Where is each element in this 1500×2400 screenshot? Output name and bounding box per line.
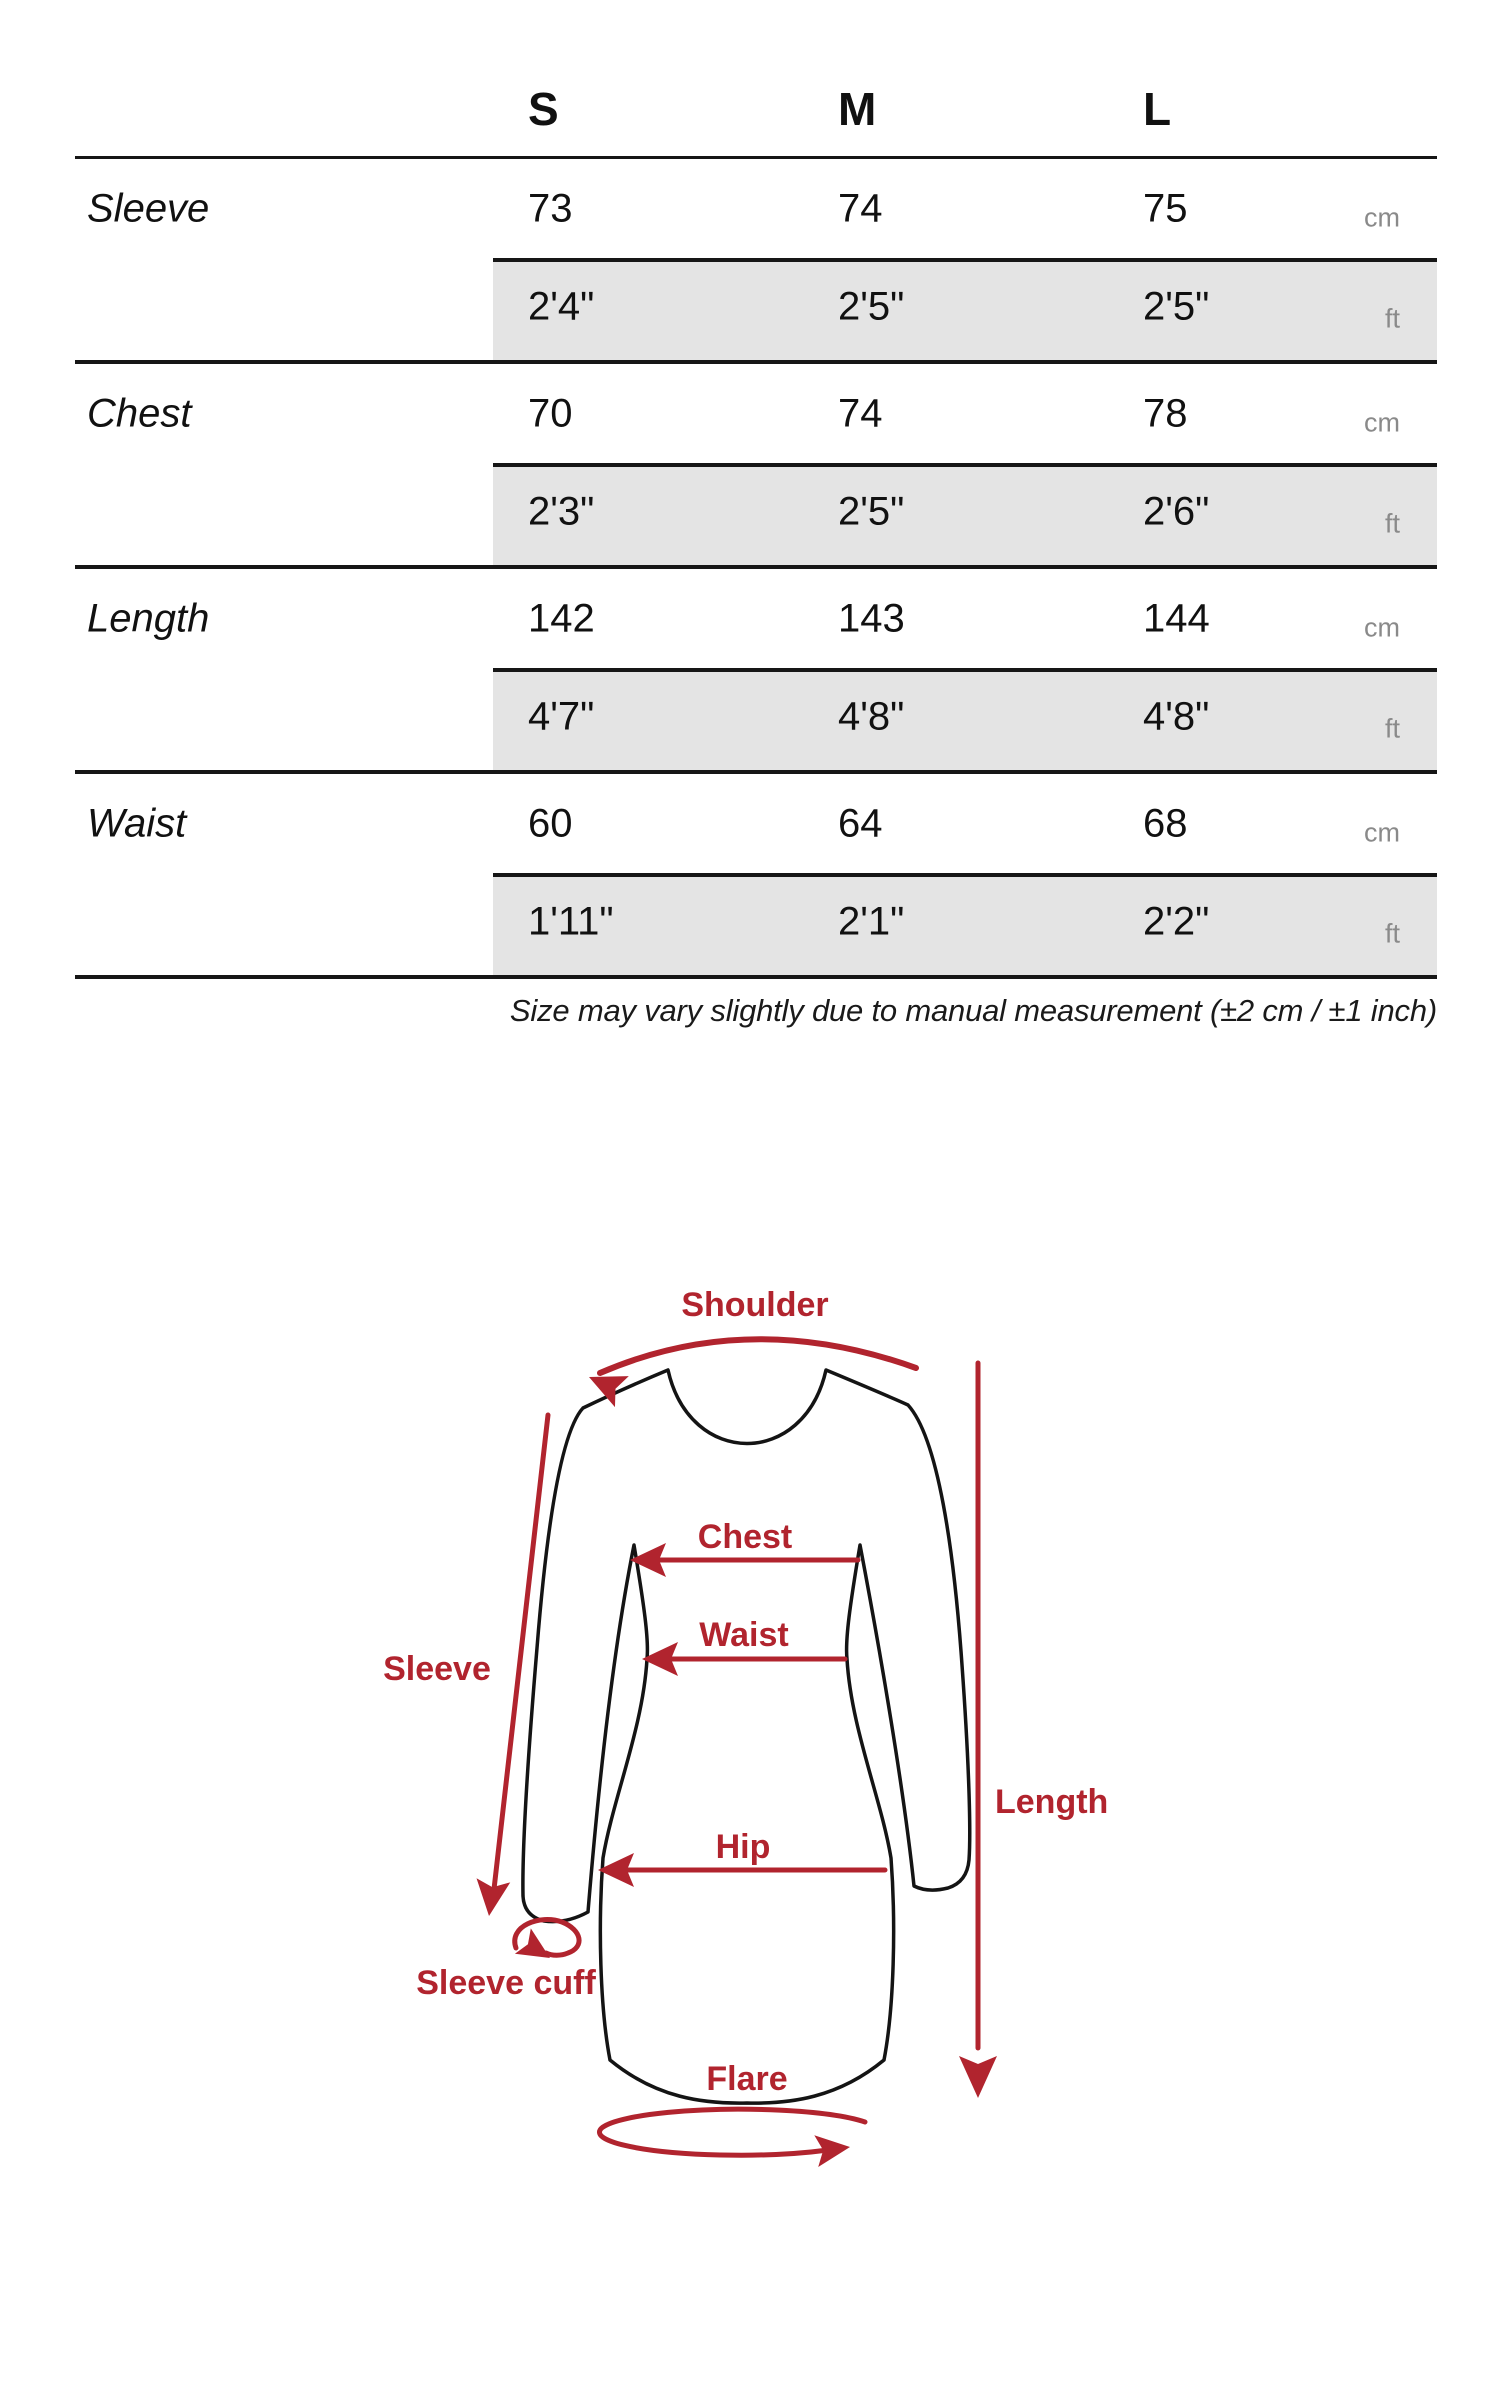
ft-row-band (493, 873, 1437, 975)
shoulder-arrow (600, 1339, 916, 1373)
table-row (75, 364, 1437, 463)
table-row (75, 159, 1437, 258)
cell-ft-l: 2'2" (1143, 899, 1210, 944)
unit-cm: cm (1364, 202, 1400, 233)
shoulder-label: Shoulder (681, 1286, 829, 1324)
table-group-waist (75, 774, 1437, 979)
cell-cm-l: 78 (1143, 391, 1188, 435)
chest-label: Chest (697, 1518, 793, 1556)
cell-ft-m: 2'5" (838, 284, 905, 329)
table-row (75, 258, 1437, 360)
unit-cm: cm (1364, 407, 1400, 438)
hip-label: Hip (715, 1828, 771, 1866)
cell-ft-l: 2'5" (1143, 284, 1210, 329)
cell-ft-s: 2'3" (528, 489, 595, 534)
cell-cm-l: 144 (1143, 596, 1210, 640)
length-arrowhead-icon (959, 2056, 997, 2098)
size-chart-table (75, 60, 1437, 1029)
row-label: Sleeve (87, 186, 210, 230)
table-row (75, 569, 1437, 668)
cell-cm-m: 143 (838, 596, 905, 640)
unit-ft: ft (1384, 713, 1400, 744)
cell-cm-s: 70 (528, 391, 573, 435)
cell-ft-s: 1'11" (528, 899, 614, 944)
cell-ft-l: 4'8" (1143, 694, 1210, 739)
size-header-s: S (528, 83, 559, 135)
cell-cm-s: 142 (528, 596, 595, 640)
ft-row-band (493, 258, 1437, 360)
row-label: Length (87, 596, 210, 640)
cell-ft-m: 4'8" (838, 694, 905, 739)
unit-ft: ft (1384, 303, 1400, 334)
sleeve-arrow (493, 1415, 548, 1898)
unit-ft: ft (1384, 508, 1400, 539)
ft-row-band (493, 463, 1437, 565)
row-label: Chest (87, 391, 192, 435)
size-header-row (75, 60, 1437, 156)
unit-ft: ft (1384, 918, 1400, 949)
ft-row-band (493, 668, 1437, 770)
cell-cm-s: 60 (528, 801, 573, 845)
waist-label: Waist (699, 1616, 789, 1654)
cell-cm-m: 74 (838, 391, 883, 435)
table-group-length (75, 569, 1437, 774)
measurement-disclaimer: Size may vary slightly due to manual measurement (±2 cm / ±1 inch) (509, 993, 1437, 1028)
unit-cm: cm (1364, 817, 1400, 848)
sleeve-cuff-label: Sleeve cuff (416, 1964, 596, 2002)
table-row (75, 873, 1437, 975)
table-row (75, 668, 1437, 770)
group-divider (75, 975, 1437, 979)
length-label: Length (995, 1783, 1109, 1821)
cell-cm-m: 74 (838, 186, 883, 230)
table-row (75, 774, 1437, 873)
cell-ft-s: 2'4" (528, 284, 595, 329)
table-group-sleeve (75, 159, 1437, 364)
sleeve-label: Sleeve (383, 1650, 491, 1688)
cell-ft-m: 2'5" (838, 489, 905, 534)
flare-label: Flare (706, 2060, 788, 2098)
row-label: Waist (87, 801, 187, 845)
cell-cm-l: 68 (1143, 801, 1188, 845)
cell-cm-m: 64 (838, 801, 883, 845)
cell-ft-s: 4'7" (528, 694, 595, 739)
table-row (75, 463, 1437, 565)
dress-measurement-diagram (330, 1280, 1170, 2180)
table-group-chest (75, 364, 1437, 569)
unit-cm: cm (1364, 612, 1400, 643)
size-header-m: M (838, 83, 877, 135)
cell-ft-l: 2'6" (1143, 489, 1210, 534)
cell-ft-m: 2'1" (838, 899, 905, 944)
size-header-l: L (1143, 83, 1172, 135)
cell-cm-l: 75 (1143, 186, 1188, 230)
cell-cm-s: 73 (528, 186, 573, 230)
sleeve-arrowhead-icon (472, 1878, 510, 1918)
